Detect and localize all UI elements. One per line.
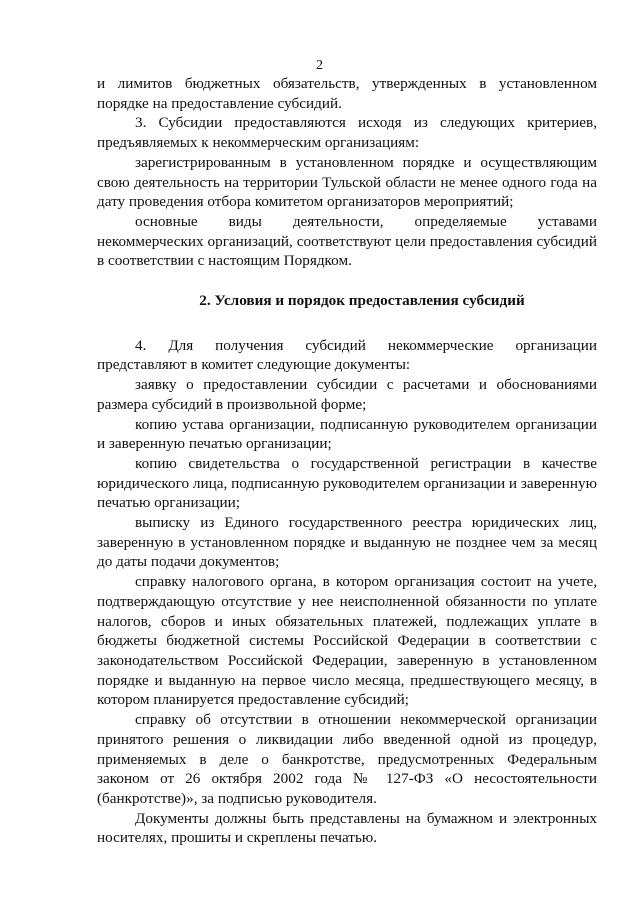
paragraph-doc-no-liquidation: справку об отсутствии в отношении некоммерческой организации принятого решения о ликвидации либо введенной одной из процедур, применяемых в деле о банкротстве, предусмотренных Федеральным законом от 26 октября 2002 года № 127-ФЗ «О несостоятельности (банкротстве)», за подписью руководителя. [97, 711, 597, 807]
page-number: 2 [316, 58, 323, 73]
paragraph-criterion-activity: основные виды деятельности, определяемые уставами некоммерческих организаций, соответствуют цели предоставления субсидий в соответствии с настоящим Порядком. [97, 212, 597, 270]
document-body [97, 74, 597, 848]
section-heading: 2. Условия и порядок предоставления субсидий [199, 292, 525, 310]
paragraph-doc-tax-certificate: справку налогового органа, в котором организация состоит на учете, подтверждающую отсутствие у нее неисполненной обязанности по уплате налогов, сборов и иных обязательных платежей, подлежащих уплате в бюджеты бюджетной системы Российской Федерации в соответствии с законодательством Российской Федерации, заверенную в установленном порядке и выданную на первое число месяца, предшествующего месяцу, в котором планируется предоставление субсидий; [97, 573, 597, 709]
paragraph-documents-format: Документы должны быть представлены на бумажном и электронных носителях, прошиты и скреплены печатью. [97, 809, 597, 847]
paragraph-item-3: 3. Субсидии предоставляются исходя из следующих критериев, предъявляемых к некоммерческим организациям: [97, 114, 597, 152]
paragraph-doc-registration-certificate: копию свидетельства о государственной регистрации в качестве юридического лица, подписанную руководителем организации и заверенную печатью организации; [97, 454, 597, 512]
paragraph-continuation: и лимитов бюджетных обязательств, утвержденных в установленном порядке на предоставление субсидий. [97, 75, 597, 112]
paragraph-doc-registry-extract: выписку из Единого государственного реестра юридических лиц, заверенную в установленном порядке и выданную не позднее чем за месяц до даты подачи документов; [97, 514, 597, 571]
paragraph-doc-charter: копию устава организации, подписанную руководителем организации и заверенную печатью организации; [97, 415, 597, 453]
paragraph-criterion-registration: зарегистрированным в установленном порядке и осуществляющим свою деятельность на территории Тульской области не менее одного года на дату проведения отбора комитетом организаторов мероприятий; [97, 153, 597, 211]
paragraph-doc-application: заявку о предоставлении субсидии с расчетами и обоснованиями размера субсидий в произвольной форме; [97, 376, 597, 413]
paragraph-item-4: 4. Для получения субсидий некоммерческие организации представляют в комитет следующие документы: [97, 336, 597, 374]
